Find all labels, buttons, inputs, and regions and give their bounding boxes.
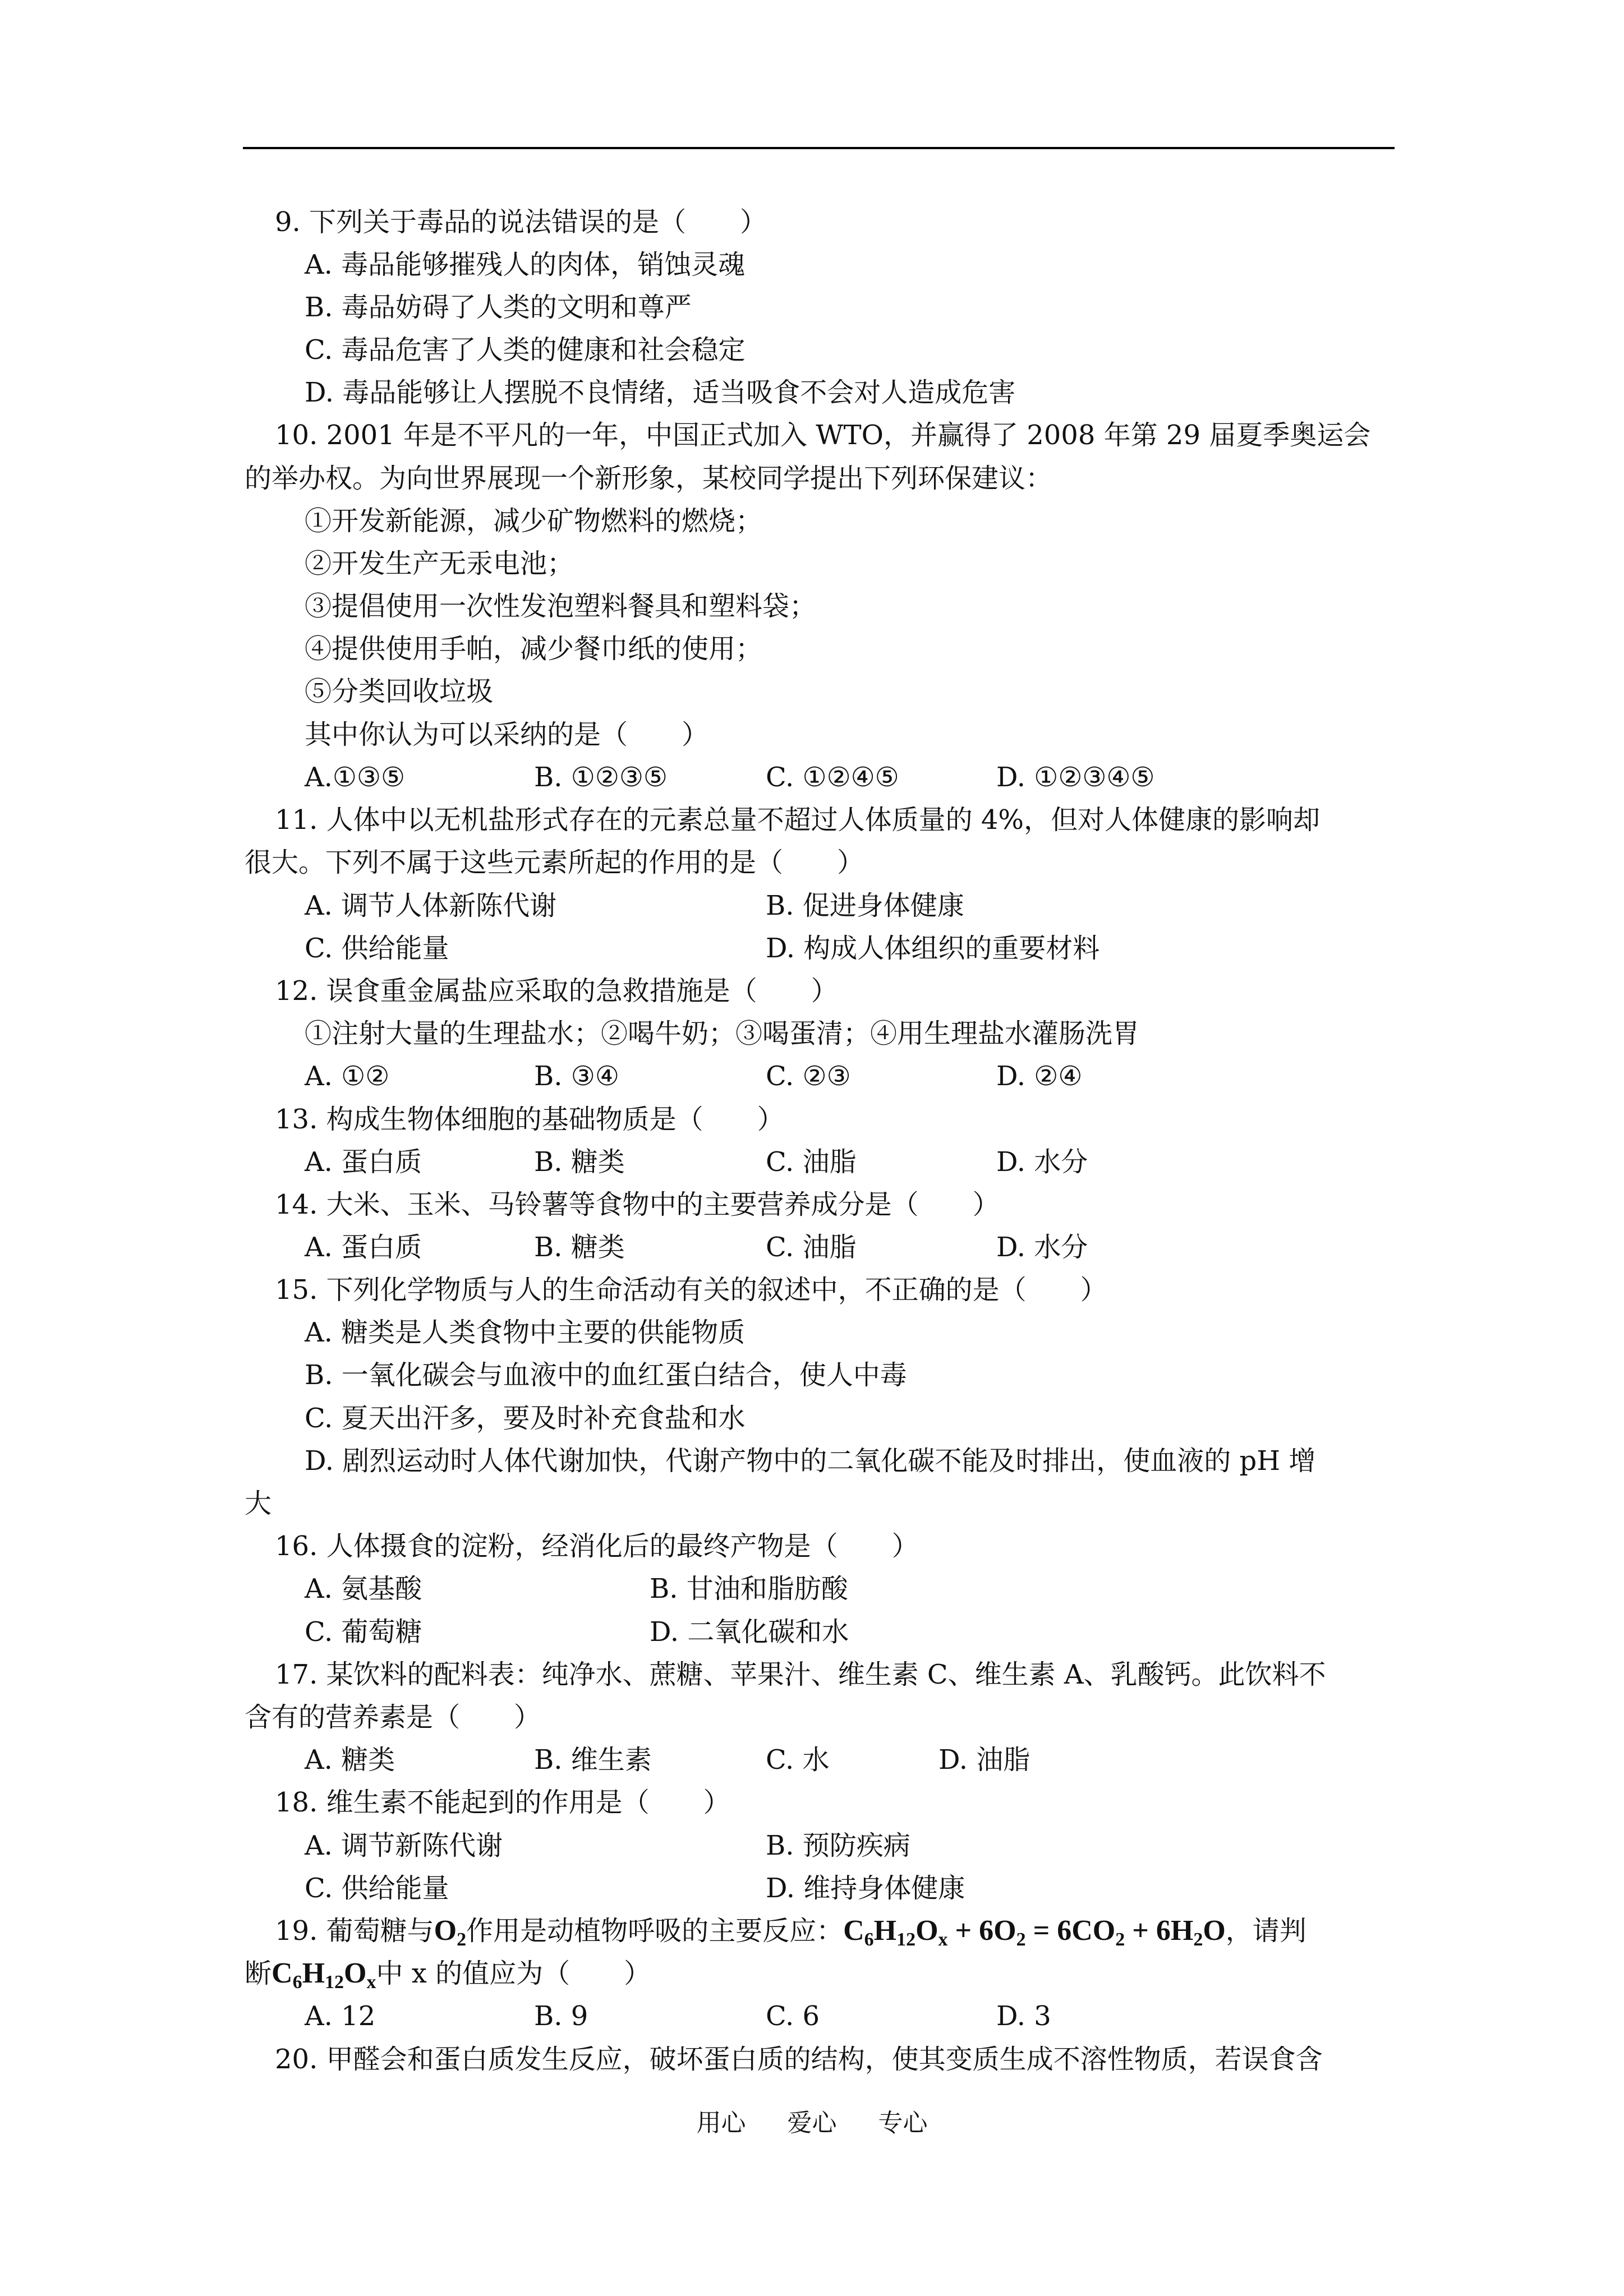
question-11-stem-line1: 11. 人体中以无机盐形式存在的元素总量不超过人体质量的 4%，但对人体健康的影响却 — [275, 804, 1321, 836]
glucose-formula: $C_6H_{12}O_x$ — [272, 1957, 376, 1993]
question-10-suggestion-3: ③提倡使用一次性发泡塑料餐具和塑料袋； — [305, 591, 817, 622]
question-19-option-b: B. 9 — [534, 2000, 588, 2032]
question-19-option-d: D. 3 — [996, 2000, 1051, 2032]
question-10-option-a: A.①③⑤ — [305, 762, 406, 793]
question-9-option-a: A. 毒品能够摧残人的肉体，销蚀灵魂 — [305, 249, 746, 280]
question-17-stem-line2: 含有的营养素是（ ） — [245, 1702, 541, 1733]
question-11-option-a: A. 调节人体新陈代谢 — [305, 890, 557, 921]
question-12-option-d: D. ②④ — [996, 1061, 1083, 1092]
question-16-option-c: C. 葡萄糖 — [305, 1616, 422, 1648]
question-10-stem-line1: 10. 2001 年是不平凡的一年，中国正式加入 WTO，并赢得了 2008 年第 29 届夏季奥运会 — [275, 419, 1371, 451]
question-17-stem-line1: 17. 某饮料的配料表：纯净水、蔗糖、苹果汁、维生素 C、维生素 A、乳酸钙。此饮料不 — [275, 1659, 1326, 1690]
question-13-option-c: C. 油脂 — [766, 1146, 857, 1178]
question-20-stem: 20. 甲醛会和蛋白质发生反应，破坏蛋白质的结构，使其变质生成不溶性物质，若误食含 — [275, 2044, 1323, 2075]
question-15-option-d-line1: D. 剧烈运动时人体代谢加快，代谢产物中的二氧化碳不能及时排出，使血液的 pH 增 — [305, 1445, 1316, 1477]
question-10-suggestion-1: ①开发新能源，减少矿物燃料的燃烧； — [305, 505, 763, 537]
question-10-option-b: B. ①②③⑤ — [534, 762, 668, 793]
question-10-suggestion-5: ⑤分类回收垃圾 — [305, 676, 494, 707]
question-15-option-a: A. 糖类是人类食物中主要的供能物质 — [305, 1317, 746, 1348]
question-9-option-b: B. 毒品妨碍了人类的文明和尊严 — [305, 292, 692, 323]
question-10-suggestion-2: ②开发生产无汞电池； — [305, 548, 574, 579]
question-14-stem: 14. 大米、玉米、马铃薯等食物中的主要营养成分是（ ） — [275, 1189, 1000, 1220]
question-19-option-c: C. 6 — [766, 2000, 820, 2032]
question-16-option-d: D. 二氧化碳和水 — [650, 1616, 849, 1648]
question-12-option-b: B. ③④ — [534, 1061, 619, 1092]
question-17-option-b: B. 维生素 — [534, 1744, 652, 1776]
question-11-option-b: B. 促进身体健康 — [766, 890, 964, 921]
question-11-option-d: D. 构成人体组织的重要材料 — [766, 933, 1100, 964]
question-19-option-a: A. 12 — [305, 2000, 376, 2032]
footer-word-2: 爱心 — [787, 2109, 837, 2137]
question-18-option-c: C. 供给能量 — [305, 1873, 449, 1904]
question-12-stem: 12. 误食重金属盐应采取的急救措施是（ ） — [275, 975, 838, 1007]
question-9-option-c: C. 毒品危害了人类的健康和社会稳定 — [305, 334, 746, 366]
question-10-option-c: C. ①②④⑤ — [766, 762, 899, 793]
question-10-option-d: D. ①②③④⑤ — [996, 762, 1155, 793]
question-11-option-c: C. 供给能量 — [305, 933, 449, 964]
question-14-option-a: A. 蛋白质 — [305, 1232, 422, 1263]
question-10-ask: 其中你认为可以采纳的是（ ） — [305, 719, 709, 750]
page-footer — [0, 2108, 1624, 2139]
question-12-option-c: C. ②③ — [766, 1061, 851, 1092]
question-14-option-c: C. 油脂 — [766, 1232, 857, 1263]
question-17-option-a: A. 糖类 — [305, 1744, 395, 1776]
footer-word-3: 专心 — [878, 2109, 928, 2137]
question-17-option-c: C. 水 — [766, 1744, 830, 1776]
question-15-stem: 15. 下列化学物质与人的生命活动有关的叙述中，不正确的是（ ） — [275, 1274, 1107, 1306]
footer-word-1: 用心 — [696, 2109, 746, 2137]
question-12-measures: ①注射大量的生理盐水；②喝牛奶；③喝蛋清；④用生理盐水灌肠洗胃 — [305, 1018, 1140, 1049]
question-15-option-d-line2: 大 — [245, 1488, 272, 1519]
question-16-option-a: A. 氨基酸 — [305, 1573, 422, 1605]
question-18-option-a: A. 调节新陈代谢 — [305, 1830, 503, 1861]
question-15-option-c: C. 夏天出汗多，要及时补充食盐和水 — [305, 1403, 746, 1434]
question-12-option-a: A. ①② — [305, 1061, 390, 1092]
question-18-option-d: D. 维持身体健康 — [766, 1873, 965, 1904]
question-16-stem: 16. 人体摄食的淀粉，经消化后的最终产物是（ ） — [275, 1530, 919, 1562]
question-19-stem-prefix: 19. 葡萄糖与 — [275, 1915, 434, 1947]
oxygen-formula: $O_2$ — [434, 1915, 467, 1950]
question-16-option-b: B. 甘油和脂肪酸 — [650, 1573, 848, 1605]
question-13-option-a: A. 蛋白质 — [305, 1146, 422, 1178]
question-10-stem-line2: 的举办权。为向世界展现一个新形象，某校同学提出下列环保建议： — [245, 463, 1053, 494]
question-9-option-d: D. 毒品能够让人摆脱不良情绪，适当吸食不会对人造成危害 — [305, 377, 1016, 408]
question-14-option-b: B. 糖类 — [534, 1232, 625, 1263]
question-9-stem: 9. 下列关于毒品的说法错误的是（ ） — [275, 206, 767, 238]
question-15-option-b: B. 一氧化碳会与血液中的血红蛋白结合，使人中毒 — [305, 1359, 907, 1391]
question-13-stem: 13. 构成生物体细胞的基础物质是（ ） — [275, 1104, 784, 1135]
header-rule — [243, 147, 1395, 149]
question-19-stem-suffix: ，请判 — [1225, 1915, 1306, 1947]
respiration-equation: $C_6H_{12}O_x + 6O_2 = 6CO_2 + 6H_2O$ — [843, 1915, 1226, 1950]
question-18-option-b: B. 预防疾病 — [766, 1830, 910, 1861]
question-18-stem: 18. 维生素不能起到的作用是（ ） — [275, 1787, 730, 1818]
question-19-stem-line2: 断$C_6H_{12}O_x$中 x 的值应为（ ） — [245, 1957, 651, 1993]
question-11-stem-line2: 很大。下列不属于这些元素所起的作用的是（ ） — [245, 847, 864, 878]
question-13-option-d: D. 水分 — [996, 1146, 1088, 1178]
question-19-stem-line1 — [275, 1914, 1306, 1948]
question-10-suggestion-4: ④提供使用手帕，减少餐巾纸的使用； — [305, 633, 763, 665]
question-13-option-b: B. 糖类 — [534, 1146, 625, 1178]
question-17-option-d: D. 油脂 — [938, 1744, 1030, 1776]
question-14-option-d: D. 水分 — [996, 1232, 1088, 1263]
question-19-stem-middle: 作用是动植物呼吸的主要反应： — [466, 1915, 844, 1947]
